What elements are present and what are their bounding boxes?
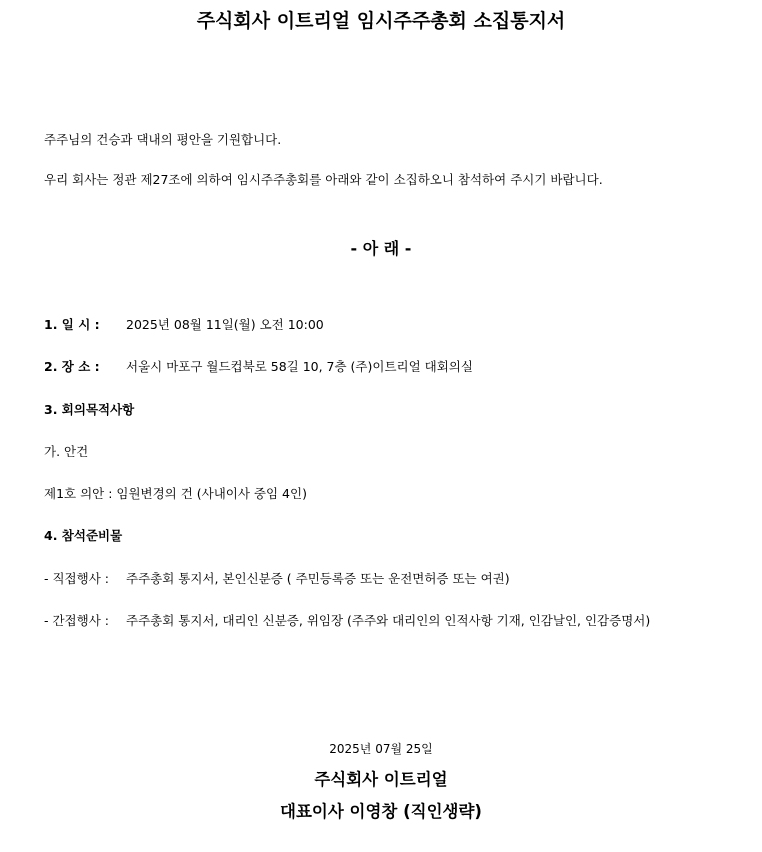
proxy-value: 주주총회 통지서, 대리인 신분증, 위임장 (주주와 대리인의 인적사항 기재, 인감날인, 인감증명서) — [126, 613, 651, 628]
footer-date: 2025년 07월 25일 — [329, 742, 433, 756]
greeting-text: 주주님의 건승과 댁내의 평안을 기원합니다. — [44, 132, 282, 147]
intro-text: 우리 회사는 정관 제27조에 의하여 임시주주총회를 아래와 같이 소집하오니 참석하여 주시기 바랍니다. — [44, 172, 603, 187]
place-row — [44, 358, 473, 376]
place-value: 서울시 마포구 월드컵북로 58길 10, 7층 (주)이트리얼 대회의실 — [126, 359, 473, 374]
proxy-label: - 간접행사 : — [44, 613, 109, 628]
agenda-item-1: 제1호 의안 : 임원변경의 건 (사내이사 중임 4인) — [44, 486, 307, 501]
direct-row — [44, 570, 510, 588]
direct-value: 주주총회 통지서, 본인신분증 ( 주민등록증 또는 운전면허증 또는 여권) — [126, 571, 510, 586]
preparation-heading: 4. 참석준비물 — [44, 528, 123, 543]
agenda-heading: 3. 회의목적사항 — [44, 402, 135, 417]
document-title: 주식회사 이트리얼 임시주주총회 소집통지서 — [196, 10, 566, 32]
direct-label: - 직접행사 : — [44, 571, 109, 586]
footer-company: 주식회사 이트리얼 — [314, 770, 448, 789]
proxy-row — [44, 612, 650, 630]
section-heading: - 아 래 - — [350, 239, 412, 258]
datetime-row — [44, 316, 324, 334]
datetime-label: 1. 일 시 : — [44, 317, 100, 332]
place-label: 2. 장 소 : — [44, 359, 100, 374]
datetime-value: 2025년 08월 11일(월) 오전 10:00 — [126, 317, 324, 332]
footer-representative: 대표이사 이영창 (직인생략) — [280, 802, 482, 821]
agenda-sub: 가. 안건 — [44, 444, 89, 459]
